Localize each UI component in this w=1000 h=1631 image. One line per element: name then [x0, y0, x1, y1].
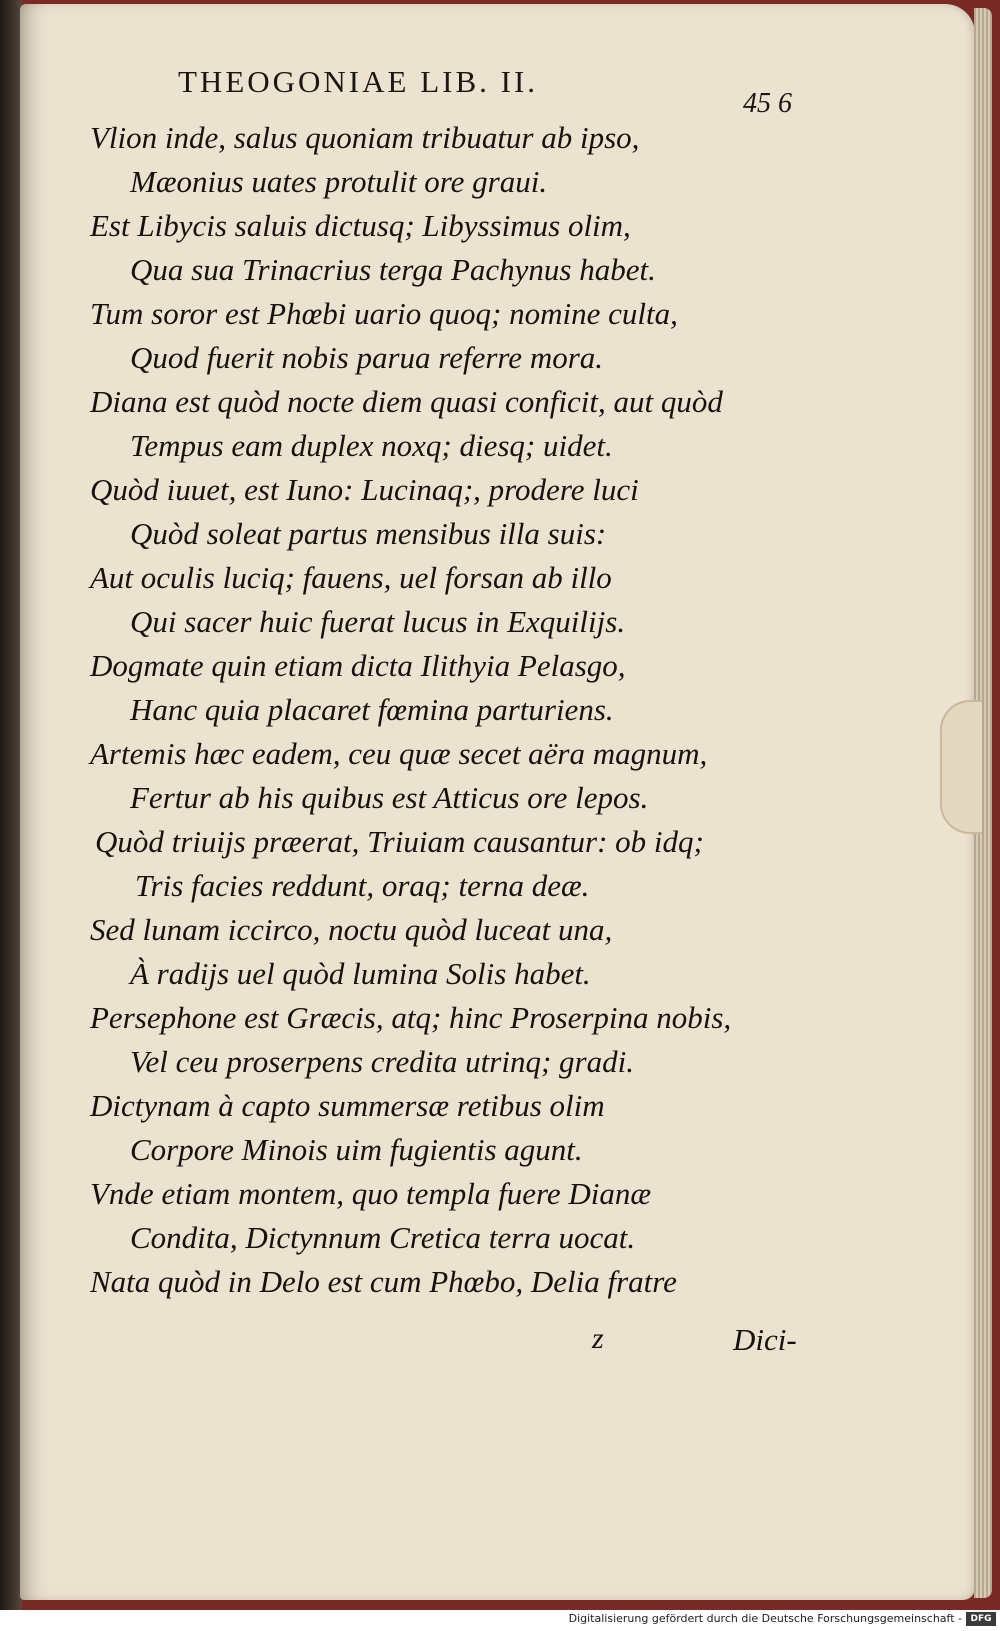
verse-line: Artemis hæc eadem, ceu quæ secet aëra magnum,	[90, 736, 708, 771]
dfg-logo: DFG	[966, 1612, 996, 1626]
verse-line: Aut oculis luciq; fauens, uel forsan ab illo	[90, 560, 612, 595]
folio-number: 45 6	[743, 88, 792, 119]
verse-line: Dictynam à capto summersæ retibus olim	[90, 1088, 605, 1123]
running-head: THEOGONIAE LIB. II.	[178, 64, 539, 99]
verse-line: Condita, Dictynnum Cretica terra uocat.	[130, 1220, 636, 1255]
signature-mark: z	[592, 1322, 604, 1355]
verse-line: Quòd iuuet, est Iuno: Lucinaq;, prodere luci	[90, 472, 639, 507]
verse-line: Dogmate quin etiam dicta Ilithyia Pelasgo,	[90, 648, 626, 683]
verse-line: Diana est quòd nocte diem quasi conficit, aut quòd	[90, 384, 723, 419]
verse-line: Mæonius uates protulit ore graui.	[130, 164, 548, 199]
verse-line: Est Libycis saluis dictusq; Libyssimus olim,	[90, 208, 631, 243]
verse-line: Qua sua Trinacrius terga Pachynus habet.	[130, 252, 656, 287]
verse-line: Quod fuerit nobis parua referre mora.	[130, 340, 604, 375]
verse-line: Persephone est Græcis, atq; hinc Proserpina nobis,	[90, 1000, 732, 1035]
catchword: Dici-	[733, 1322, 797, 1357]
page-tab-notch	[940, 700, 982, 834]
verse-line: Quòd triuijs præerat, Triuiam causantur: ob idq;	[95, 824, 704, 859]
verse-line: Quòd soleat partus mensibus illa suis:	[130, 516, 607, 551]
verse-line: Sed lunam iccirco, noctu quòd luceat una,	[90, 912, 613, 947]
verse-line: Qui sacer huic fuerat lucus in Exquilijs.	[130, 604, 626, 639]
digitization-footer	[0, 1610, 1000, 1631]
verse-line: À radijs uel quòd lumina Solis habet.	[130, 956, 591, 991]
verse-line: Corpore Minois uim fugientis agunt.	[130, 1132, 583, 1167]
funding-credit: Digitalisierung gefördert durch die Deutsche Forschungsgemeinschaft -	[568, 1612, 962, 1625]
verse-line: Vel ceu proserpens credita utrinq; gradi.	[130, 1044, 634, 1079]
verse-line: Vnde etiam montem, quo templa fuere Dianæ	[90, 1176, 652, 1211]
verse-line: Vlion inde, salus quoniam tribuatur ab ipso,	[90, 120, 640, 155]
verse-line: Tum soror est Phœbi uario quoq; nomine culta,	[90, 296, 678, 331]
verse-line: Hanc quia placaret fœmina parturiens.	[130, 692, 614, 727]
verse-line: Nata quòd in Delo est cum Phœbo, Delia fratre	[90, 1264, 677, 1299]
book-spine	[0, 0, 22, 1610]
verse-line: Fertur ab his quibus est Atticus ore lepos.	[130, 780, 649, 815]
verse-line: Tris facies reddunt, oraq; terna deæ.	[135, 868, 590, 903]
verse-line: Tempus eam duplex noxq; diesq; uidet.	[130, 428, 613, 463]
